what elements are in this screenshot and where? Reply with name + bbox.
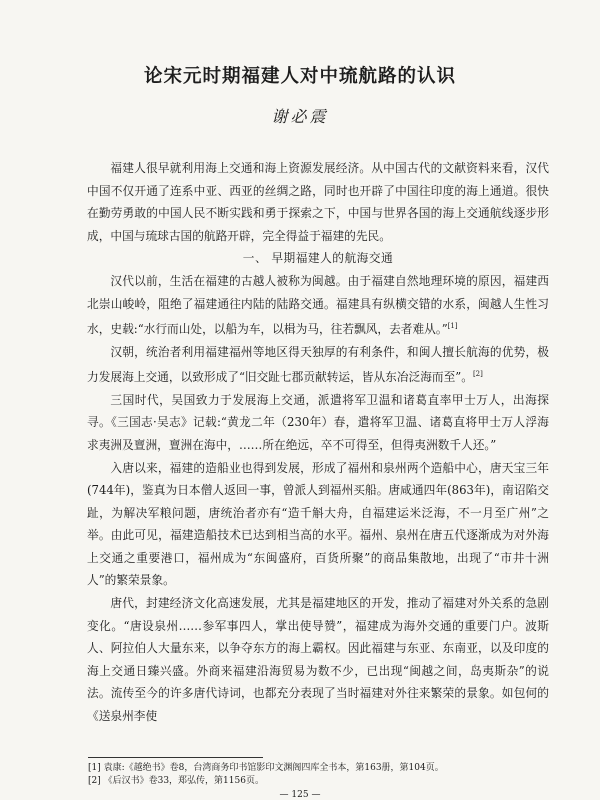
article-body — [87, 157, 549, 728]
footnote-divider — [88, 757, 263, 758]
paragraph-han: 汉朝，统治者利用福建福州等地区得天独厚的有利条件，和闽人擅长航海的优势，极力发展海上交通，以致形成了“旧交趾七郡贡献转运，皆从东冶泛海而至”。[2] — [87, 344, 549, 385]
footnotes — [88, 762, 550, 788]
footnote-ref-2[interactable]: [2] — [472, 370, 483, 379]
page-number: — 125 — — [279, 790, 321, 800]
paragraph-tang-trade: 唐代，封建经济文化高速发展，尤其是福建地区的开发，推动了福建对外关系的急剧变化。“唐设泉州……参军事四人，掌出使导赞”，福建成为海外交通的重要门户。波斯人、阿拉伯人大量东来，以争夺东方的海上霸权。因此福建与东亚、东南亚，以及印度的海上交通日臻兴盛。外商来福建沿海贸易为数不少，已出现“闽越之间，岛夷斯杂”的说法。流传至今的许多唐代诗词，也都充分表现了当时福建对外往来繁荣的景象。如包何的《送泉州李使 — [87, 596, 549, 724]
paragraph-tang-shipbuilding: 入唐以来，福建的造船业也得到发展，形成了福州和泉州两个造船中心，唐天宝三年(744年)，鉴真为日本僧人返回一事，曾派人到福州买船。唐咸通四年(863年)，南诏陷交趾，为解决军粮问题，唐统治者亦有“造千斛大舟，自福建运米泛海，不一月至广州”之举。由此可见，福建造船技术已达到相当高的水平。福州、泉州在唐五代逐渐成为对外海上交通之重要港口，福州成为“东闽盛府，百货所聚”的商品集散地，出现了“市井十洲人”的繁荣景象。 — [87, 460, 549, 588]
section-heading: 一、 早期福建人的航海交通 — [242, 251, 394, 266]
author-name: 谢必震 — [271, 107, 329, 126]
article-title: 论宋元时期福建人对中琉航路的认识 — [143, 66, 456, 87]
paragraph-han-before: 汉代以前，生活在福建的古越人被称为闽越。由于福建自然地理环境的原因，福建西北崇山峻岭，阻绝了福建通往内陆的陆路交通。福建具有纵横交错的水系，闽越人生性习水，史载:“水行而山处，以船为车，以楫为马，往若飘风，去者难从。”[1] — [87, 273, 549, 337]
paragraph-intro: 福建人很早就利用海上交通和海上资源发展经济。从中国古代的文献资料来看，汉代中国不仅开通了连系中亚、西亚的丝绸之路，同时也开辟了中国往印度的海上通道。很快在勤劳勇敢的中国人民不断实践和勇于探索之下，中国与世界各国的海上交通航线逐步形成，中国与琉球古国的航路开辟，完全得益于福建的先民。 — [87, 161, 549, 243]
footnote-1: [1] 袁康:《越绝书》卷8，台湾商务印书馆影印文渊阁四库全书本，第163册，第104页。 — [88, 763, 444, 773]
footnote-ref-1[interactable]: [1] — [447, 322, 458, 331]
paragraph-three-kingdoms: 三国时代，吴国致力于发展海上交通，派遣将军卫温和诸葛直率甲士万人，出海探寻。《三国志·吴志》记载:“黄龙二年（230年）春，遣将军卫温、诸葛直将甲士万人浮海求夷洲及亶洲，亶洲在海中，……所在绝远，卒不可得至，但得夷洲数千人还。” — [87, 392, 549, 452]
footnote-2: [2] 《后汉书》卷33，郑弘传，第1156页。 — [88, 776, 264, 786]
